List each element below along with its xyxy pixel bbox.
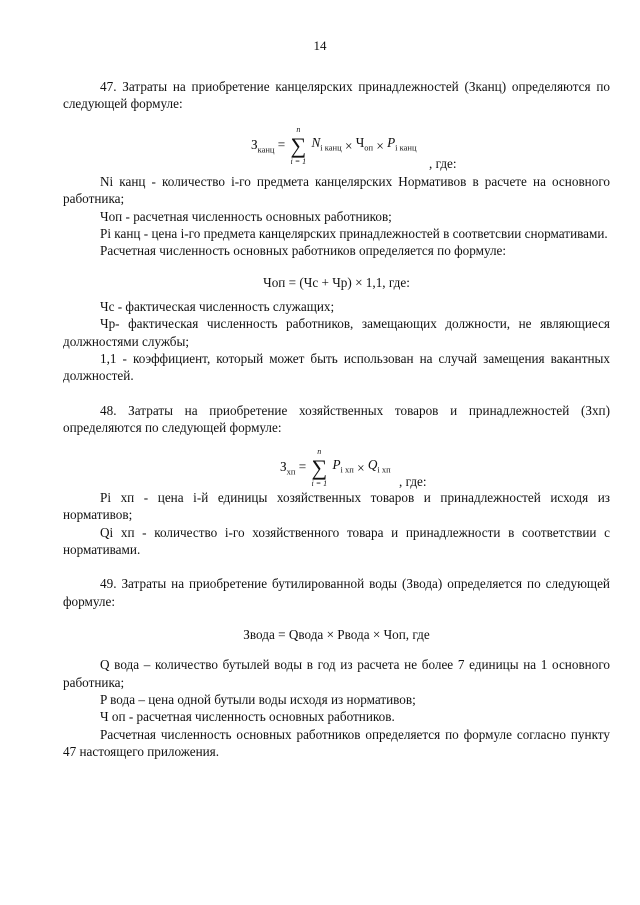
section-48-heading: 48. Затраты на приобретение хозяйственных товаров и принадлежностей (Зхп) определяются по следующей формуле: bbox=[63, 402, 610, 436]
formula-khp: $З_{хп}$ = n ∑ i = 1 $P_{i хп} \times Q_{i хп}$ , где: bbox=[280, 446, 427, 489]
def-chop: Чоп - расчетная численность основных работников; bbox=[100, 208, 392, 224]
def-ch-op: Ч оп - расчетная численность основных работников. bbox=[100, 709, 395, 725]
summation-symbol: n ∑ i = 1 bbox=[311, 446, 328, 488]
chop-reference: Расчетная численность основных работников определяется по формуле согласно пункту 47 настоящего приложения. bbox=[63, 726, 610, 760]
def-coef: 1,1 - коэффициент, который может быть использован на случай замещения вакантных должностей. bbox=[63, 351, 610, 384]
formula-kanc: $З_{канц}$ = n ∑ i = 1 $N_{i канц} \times Ч_{оп} \times P_{i канц}$ , где: bbox=[251, 124, 457, 171]
formula-voda: Звода = Qвода × Рвода × Чоп, где bbox=[243, 627, 430, 643]
def-qi-hp: Qi хп - количество i-го хозяйственного товара и принадлежности в соответствии с нормативами. bbox=[63, 524, 610, 557]
formula-chop: Чоп = (Чс + Чр) × 1,1, где: bbox=[263, 274, 410, 290]
def-pi-hp: Pi хп - цена i-й единицы хозяйственных товаров и принадлежностей исходя из нормативов; bbox=[63, 489, 610, 523]
def-chr: Чр- фактическая численность работников, замещающих должности, не являющиеся должностями службы; bbox=[63, 316, 610, 349]
document-body bbox=[63, 78, 610, 761]
def-pi-kanc: Pi канц - цена i-го предмета канцелярских принадлежностей в соответсвии снормативами. bbox=[100, 226, 608, 242]
chop-intro: Расчетная численность основных работников определяется по формуле: bbox=[100, 243, 507, 259]
section-49-heading: 49. Затраты на приобретение бутилированной воды (Звода) определяется по следующей формуле: bbox=[63, 576, 610, 609]
def-chs: Чс - фактическая численность служащих; bbox=[100, 298, 335, 314]
summation-symbol: n ∑ i = 1 bbox=[290, 124, 307, 166]
def-ni-kanc: Ni канц - количество i-го предмета канцелярских Нормативов в расчете на основного работника; bbox=[63, 173, 610, 207]
def-q-voda: Q вода – количество бутылей воды в год из расчета не более 7 единицы на 1 основного работника; bbox=[63, 657, 610, 690]
section-47-heading: 47. Затраты на приобретение канцелярских принадлежностей (Зканц) определяются по следующей формуле: bbox=[63, 79, 610, 112]
def-p-voda: P вода – цена одной бутыли воды исходя из нормативов; bbox=[100, 691, 416, 707]
page-number: 14 bbox=[313, 38, 327, 53]
formula-khp-lhs: $З_{хп}$ bbox=[280, 458, 296, 477]
formula-kanc-lhs: $З_{канц}$ bbox=[251, 136, 275, 155]
